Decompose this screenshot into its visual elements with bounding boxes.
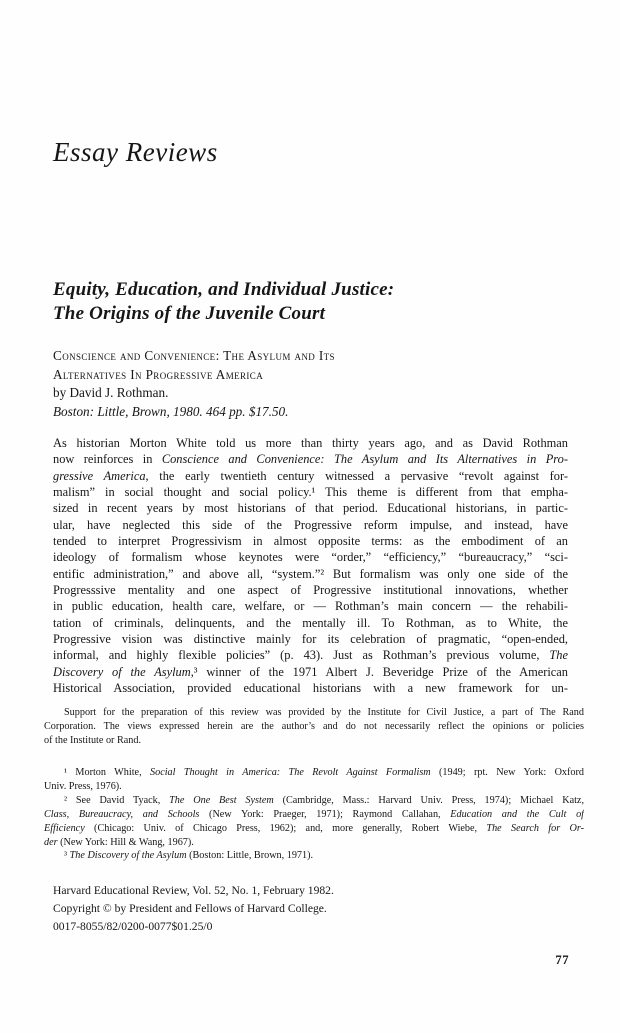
text-line: Progresssive mentality and one aspect of Progressive institutional innovations, whether — [53, 583, 568, 598]
text-line: malism” in social thought and social policy.¹ This theme is different from that empha- — [53, 485, 568, 500]
page-number: 77 — [555, 953, 569, 967]
text-line: Discovery of the Asylum,³ winner of the 1971 Albert J. Beveridge Prize of the American — [53, 664, 568, 679]
section-title: Essay Reviews — [53, 137, 218, 167]
text-line: Historical Association, provided educational historians with a new framework for un- — [53, 681, 568, 696]
book-title-line-1: Conscience and Convenience: The Asylum and Its — [53, 348, 335, 363]
book-citation — [53, 347, 568, 421]
book-author: by David J. Rothman. — [53, 385, 169, 401]
text-line: Univ. Press, 1976). — [44, 780, 122, 792]
journal-copyright-line: Copyright © by President and Fellows of Harvard College. — [53, 902, 327, 916]
text-line: Support for the preparation of this review was provided by the Institute for Civil Justice, a part of The Rand — [64, 707, 584, 718]
text-line: gressive America, the early twentieth century witnessed a pervasive “revolt against for- — [53, 468, 568, 483]
text-line: ular, have neglected this side of the Progressive reform impulse, and instead, have — [53, 517, 568, 532]
footnote-1 — [44, 766, 584, 794]
review-body-paragraph — [53, 435, 568, 697]
footnotes — [44, 766, 584, 863]
text-line: Progressive vision was distinctive mainly for its celebration of pragmatic, “open-ended, — [53, 632, 568, 647]
book-title-line-2: Alternatives In Progressive America — [53, 366, 264, 382]
journal-volume-line: Harvard Educational Review, Vol. 52, No. 1, February 1982. — [53, 884, 334, 897]
text-line: As historian Morton White told us more than thirty years ago, and as David Rothman — [53, 436, 568, 450]
text-line: ² See David Tyack, The One Best System (Cambridge, Mass.: Harvard Univ. Press, 1974); Michael Katz, — [64, 794, 584, 806]
text-line: tation of criminals, delinquents, and the mentally ill. To Rothman, as to White, the — [53, 615, 568, 630]
footnote-3 — [44, 849, 584, 863]
text-line: Class, Bureaucracy, and Schools (New York: Praeger, 1971); Raymond Callahan, Education and the Cult of — [44, 808, 584, 820]
text-line: informal, and highly flexible policies” (p. 43). Just as Rothman’s previous volume, The — [53, 648, 568, 663]
journal-imprint — [53, 882, 334, 937]
text-line: tended to interpret Progressivism in almost opposite terms: as the embodiment of an — [53, 534, 568, 549]
text-line: Efficiency (Chicago: Univ. of Chicago Press, 1962); and, more generally, Robert Wiebe, The Search for Or- — [44, 822, 584, 834]
text-line: der (New York: Hill & Wang, 1967). — [44, 836, 194, 848]
text-line: Corporation. The views expressed herein are the author’s and do not necessarily reflect the opinions or policies — [44, 720, 584, 732]
support-acknowledgment-note — [44, 706, 584, 748]
review-heading-line-1: Equity, Education, and Individual Justice: — [53, 279, 395, 300]
review-heading — [53, 278, 394, 325]
text-line: in public education, health care, welfare, or — Rothman’s main concern — the rehabili- — [53, 599, 568, 614]
review-heading-line-2: The Origins of the Juvenile Court — [53, 302, 326, 324]
text-line: ³ The Discovery of the Asylum (Boston: Little, Brown, 1971). — [64, 850, 314, 862]
text-line: sized in recent years by most historians of that period. Educational historians, in partic- — [53, 501, 568, 516]
journal-issn-line: 0017-8055/82/0200-0077$01.25/0 — [53, 920, 213, 934]
text-line: entific administration,” and above all, “system.”² But formalism was only one side of the — [53, 566, 568, 581]
book-publication-info: Boston: Little, Brown, 1980. 464 pp. $17.50. — [53, 403, 289, 419]
text-line: of the Institute or Rand. — [44, 734, 142, 746]
text-line: now reinforces in Conscience and Convenience: The Asylum and Its Alternatives in Pro- — [53, 452, 568, 467]
footnote-2 — [44, 794, 584, 850]
text-line: ¹ Morton White, Social Thought in America: The Revolt Against Formalism (1949; rpt. New York: Oxford — [64, 767, 584, 778]
text-line: ideology of formalism whose keynotes were “order,” “efficiency,” “bureaucracy,” “sci- — [53, 550, 568, 565]
